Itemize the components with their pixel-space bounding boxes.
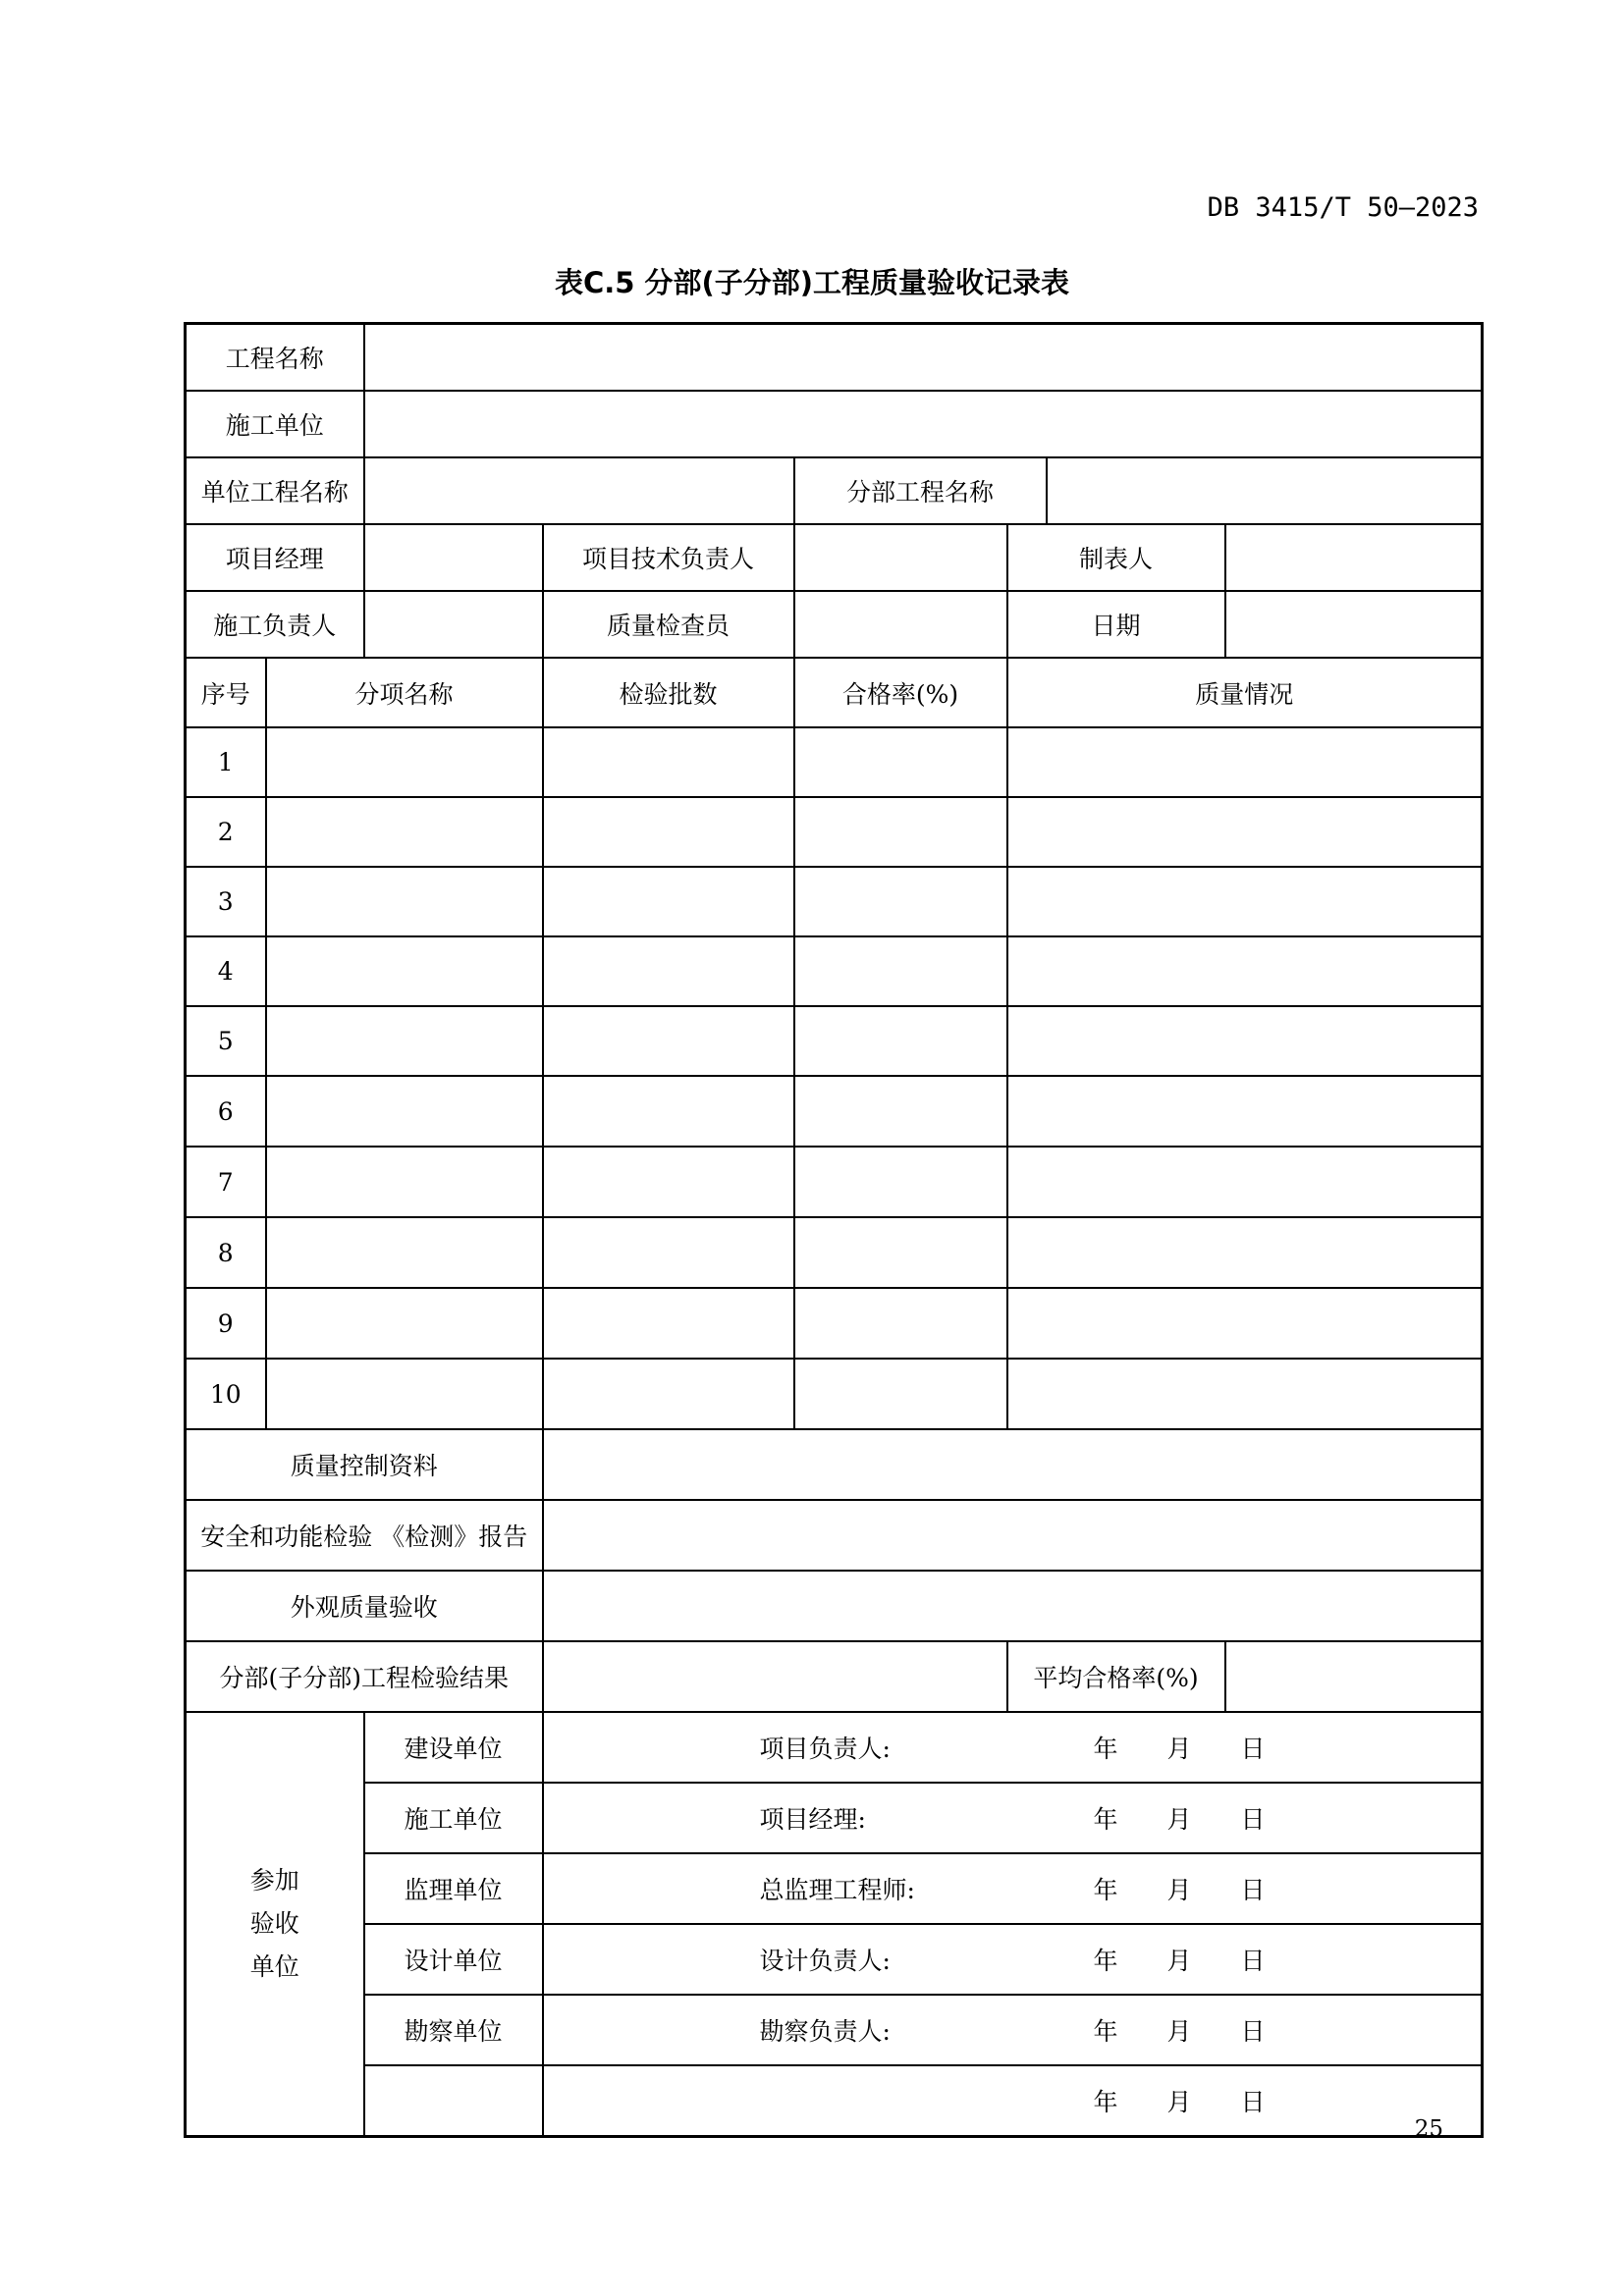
- batch-count-cell[interactable]: [543, 867, 794, 936]
- appearance-label: 外观质量验收: [186, 1571, 543, 1641]
- quality-status-cell[interactable]: [1007, 1217, 1483, 1288]
- unit-name-cell: 建设单位: [364, 1712, 543, 1783]
- unit-name-cell: 施工单位: [364, 1783, 543, 1853]
- division-project-name-field[interactable]: [1047, 457, 1483, 524]
- date-label: 日期: [1007, 591, 1225, 658]
- year-label: 年: [1093, 1805, 1118, 1834]
- seq-header: 序号: [186, 658, 266, 727]
- unit-project-name-field[interactable]: [364, 457, 794, 524]
- acceptance-label-line: 单位: [249, 1952, 299, 1981]
- row-number: 4: [186, 936, 266, 1006]
- quality-status-cell[interactable]: [1007, 936, 1483, 1006]
- tech-lead-label: 项目技术负责人: [543, 524, 794, 591]
- item-name-cell[interactable]: [266, 936, 543, 1006]
- result-label: 分部(子分部)工程检验结果: [186, 1641, 543, 1712]
- table-row: [186, 1006, 1483, 1076]
- signature-cell[interactable]: [543, 1853, 1483, 1924]
- table-row: [186, 1217, 1483, 1288]
- year-label: 年: [1093, 1947, 1118, 1975]
- row-number: 8: [186, 1217, 266, 1288]
- year-label: 年: [1093, 2088, 1118, 2116]
- avg-pass-rate-label: 平均合格率(%): [1007, 1641, 1225, 1712]
- table-row: [186, 1147, 1483, 1217]
- acceptance-record-table: [184, 322, 1484, 2138]
- unit-name-cell: 监理单位: [364, 1853, 543, 1924]
- table-row: [186, 797, 1483, 867]
- item-name-cell[interactable]: [266, 1147, 543, 1217]
- preparer-label: 制表人: [1007, 524, 1225, 591]
- division-project-name-label: 分部工程名称: [794, 457, 1047, 524]
- day-label: 日: [1240, 2088, 1266, 2116]
- row-number: 2: [186, 797, 266, 867]
- quality-inspector-label: 质量检查员: [543, 591, 794, 658]
- signature-cell[interactable]: [543, 1995, 1483, 2065]
- construction-unit-label: 施工单位: [186, 391, 364, 457]
- acceptance-label-line: 参加: [249, 1866, 299, 1895]
- row-number: 5: [186, 1006, 266, 1076]
- signature-cell[interactable]: [543, 2065, 1483, 2137]
- batch-count-cell[interactable]: [543, 936, 794, 1006]
- role-label: 总监理工程师:: [759, 1876, 915, 1904]
- day-label: 日: [1240, 1876, 1266, 1904]
- role-label: 项目负责人:: [759, 1735, 891, 1763]
- row-result: [186, 1641, 1483, 1712]
- acceptance-units-label: [186, 1712, 364, 2137]
- acceptance-label-line: 验收: [249, 1909, 299, 1938]
- quality-status-cell[interactable]: [1007, 1006, 1483, 1076]
- tech-lead-field[interactable]: [794, 524, 1007, 591]
- month-label: 月: [1166, 1735, 1192, 1763]
- month-label: 月: [1166, 2017, 1192, 2046]
- quality-status-cell[interactable]: [1007, 1288, 1483, 1359]
- row-safety-report: [186, 1500, 1483, 1571]
- row-unit-project: [186, 457, 1483, 524]
- item-name-cell[interactable]: [266, 1076, 543, 1147]
- row-construction-unit: [186, 391, 1483, 457]
- table-row: [186, 1359, 1483, 1429]
- acceptance-row: [186, 1783, 1483, 1853]
- role-label: 勘察负责人:: [759, 2017, 891, 2046]
- month-label: 月: [1166, 1805, 1192, 1834]
- row-project-name: [186, 324, 1483, 392]
- result-field[interactable]: [543, 1641, 1007, 1712]
- safety-report-field[interactable]: [543, 1500, 1483, 1571]
- quality-status-cell[interactable]: [1007, 1076, 1483, 1147]
- construction-lead-field[interactable]: [364, 591, 543, 658]
- pass-rate-cell[interactable]: [794, 1359, 1007, 1429]
- row-number: 6: [186, 1076, 266, 1147]
- project-manager-field[interactable]: [364, 524, 543, 591]
- month-label: 月: [1166, 2088, 1192, 2116]
- row-appearance: [186, 1571, 1483, 1641]
- day-label: 日: [1240, 1947, 1266, 1975]
- construction-unit-field[interactable]: [364, 391, 1483, 457]
- table-row: [186, 867, 1483, 936]
- signature-cell[interactable]: [543, 1924, 1483, 1995]
- day-label: 日: [1240, 1805, 1266, 1834]
- avg-pass-rate-field[interactable]: [1225, 1641, 1483, 1712]
- quality-status-cell[interactable]: [1007, 1147, 1483, 1217]
- unit-name-cell: 勘察单位: [364, 1995, 543, 2065]
- table-row: [186, 727, 1483, 797]
- batch-count-cell[interactable]: [543, 797, 794, 867]
- role-label: 项目经理:: [759, 1805, 866, 1834]
- year-label: 年: [1093, 1876, 1118, 1904]
- item-name-cell[interactable]: [266, 1288, 543, 1359]
- item-name-cell[interactable]: [266, 1006, 543, 1076]
- pass-rate-cell[interactable]: [794, 936, 1007, 1006]
- batch-count-cell[interactable]: [543, 1217, 794, 1288]
- unit-project-name-label: 单位工程名称: [186, 457, 364, 524]
- item-name-cell[interactable]: [266, 797, 543, 867]
- year-label: 年: [1093, 1735, 1118, 1763]
- pass-rate-cell[interactable]: [794, 1147, 1007, 1217]
- quality-control-field[interactable]: [543, 1429, 1483, 1500]
- acceptance-row: [186, 1853, 1483, 1924]
- construction-lead-label: 施工负责人: [186, 591, 364, 658]
- item-name-cell[interactable]: [266, 1217, 543, 1288]
- document-code: DB 3415/T 50—2023: [1207, 192, 1479, 223]
- unit-name-cell[interactable]: [364, 2065, 543, 2137]
- column-header-row: [186, 658, 1483, 727]
- batch-count-cell[interactable]: [543, 1359, 794, 1429]
- row-quality-control: [186, 1429, 1483, 1500]
- batch-count-cell[interactable]: [543, 1006, 794, 1076]
- table-row: [186, 936, 1483, 1006]
- table-row: [186, 1288, 1483, 1359]
- pass-rate-cell[interactable]: [794, 1006, 1007, 1076]
- item-name-cell[interactable]: [266, 727, 543, 797]
- unit-name-cell: 设计单位: [364, 1924, 543, 1995]
- quality-inspector-field[interactable]: [794, 591, 1007, 658]
- signature-cell[interactable]: [543, 1712, 1483, 1783]
- quality-status-cell[interactable]: [1007, 797, 1483, 867]
- pass-rate-cell[interactable]: [794, 1076, 1007, 1147]
- project-manager-label: 项目经理: [186, 524, 364, 591]
- page-number: 25: [1414, 2116, 1443, 2142]
- preparer-field[interactable]: [1225, 524, 1483, 591]
- project-name-field[interactable]: [364, 324, 1483, 392]
- row-number: 9: [186, 1288, 266, 1359]
- appearance-field[interactable]: [543, 1571, 1483, 1641]
- year-label: 年: [1093, 2017, 1118, 2046]
- month-label: 月: [1166, 1876, 1192, 1904]
- row-number: 7: [186, 1147, 266, 1217]
- batch-count-header: 检验批数: [543, 658, 794, 727]
- project-name-label: 工程名称: [186, 324, 364, 392]
- batch-count-cell[interactable]: [543, 1147, 794, 1217]
- item-name-cell[interactable]: [266, 1359, 543, 1429]
- item-name-header: 分项名称: [266, 658, 543, 727]
- table-row: [186, 1076, 1483, 1147]
- acceptance-row: [186, 1995, 1483, 2065]
- pass-rate-cell[interactable]: [794, 797, 1007, 867]
- quality-status-cell[interactable]: [1007, 867, 1483, 936]
- row-number: 1: [186, 727, 266, 797]
- quality-status-header: 质量情况: [1007, 658, 1483, 727]
- pass-rate-cell[interactable]: [794, 1288, 1007, 1359]
- row-number: 3: [186, 867, 266, 936]
- row-construction-lead: [186, 591, 1483, 658]
- date-field[interactable]: [1225, 591, 1483, 658]
- pass-rate-cell[interactable]: [794, 1217, 1007, 1288]
- acceptance-row: [186, 1924, 1483, 1995]
- item-name-cell[interactable]: [266, 867, 543, 936]
- quality-status-cell[interactable]: [1007, 727, 1483, 797]
- row-project-manager: [186, 524, 1483, 591]
- acceptance-row: [186, 1712, 1483, 1783]
- pass-rate-header: 合格率(%): [794, 658, 1007, 727]
- batch-count-cell[interactable]: [543, 727, 794, 797]
- batch-count-cell[interactable]: [543, 1076, 794, 1147]
- quality-control-label: 质量控制资料: [186, 1429, 543, 1500]
- acceptance-row: [186, 2065, 1483, 2137]
- month-label: 月: [1166, 1947, 1192, 1975]
- row-number: 10: [186, 1359, 266, 1429]
- pass-rate-cell[interactable]: [794, 727, 1007, 797]
- day-label: 日: [1240, 1735, 1266, 1763]
- safety-report-label: 安全和功能检验 《检测》报告: [186, 1500, 543, 1571]
- role-label: 设计负责人:: [759, 1947, 891, 1975]
- day-label: 日: [1240, 2017, 1266, 2046]
- signature-cell[interactable]: [543, 1783, 1483, 1853]
- table-title: 表C.5 分部(子分部)工程质量验收记录表: [554, 266, 1070, 299]
- batch-count-cell[interactable]: [543, 1288, 794, 1359]
- pass-rate-cell[interactable]: [794, 867, 1007, 936]
- quality-status-cell[interactable]: [1007, 1359, 1483, 1429]
